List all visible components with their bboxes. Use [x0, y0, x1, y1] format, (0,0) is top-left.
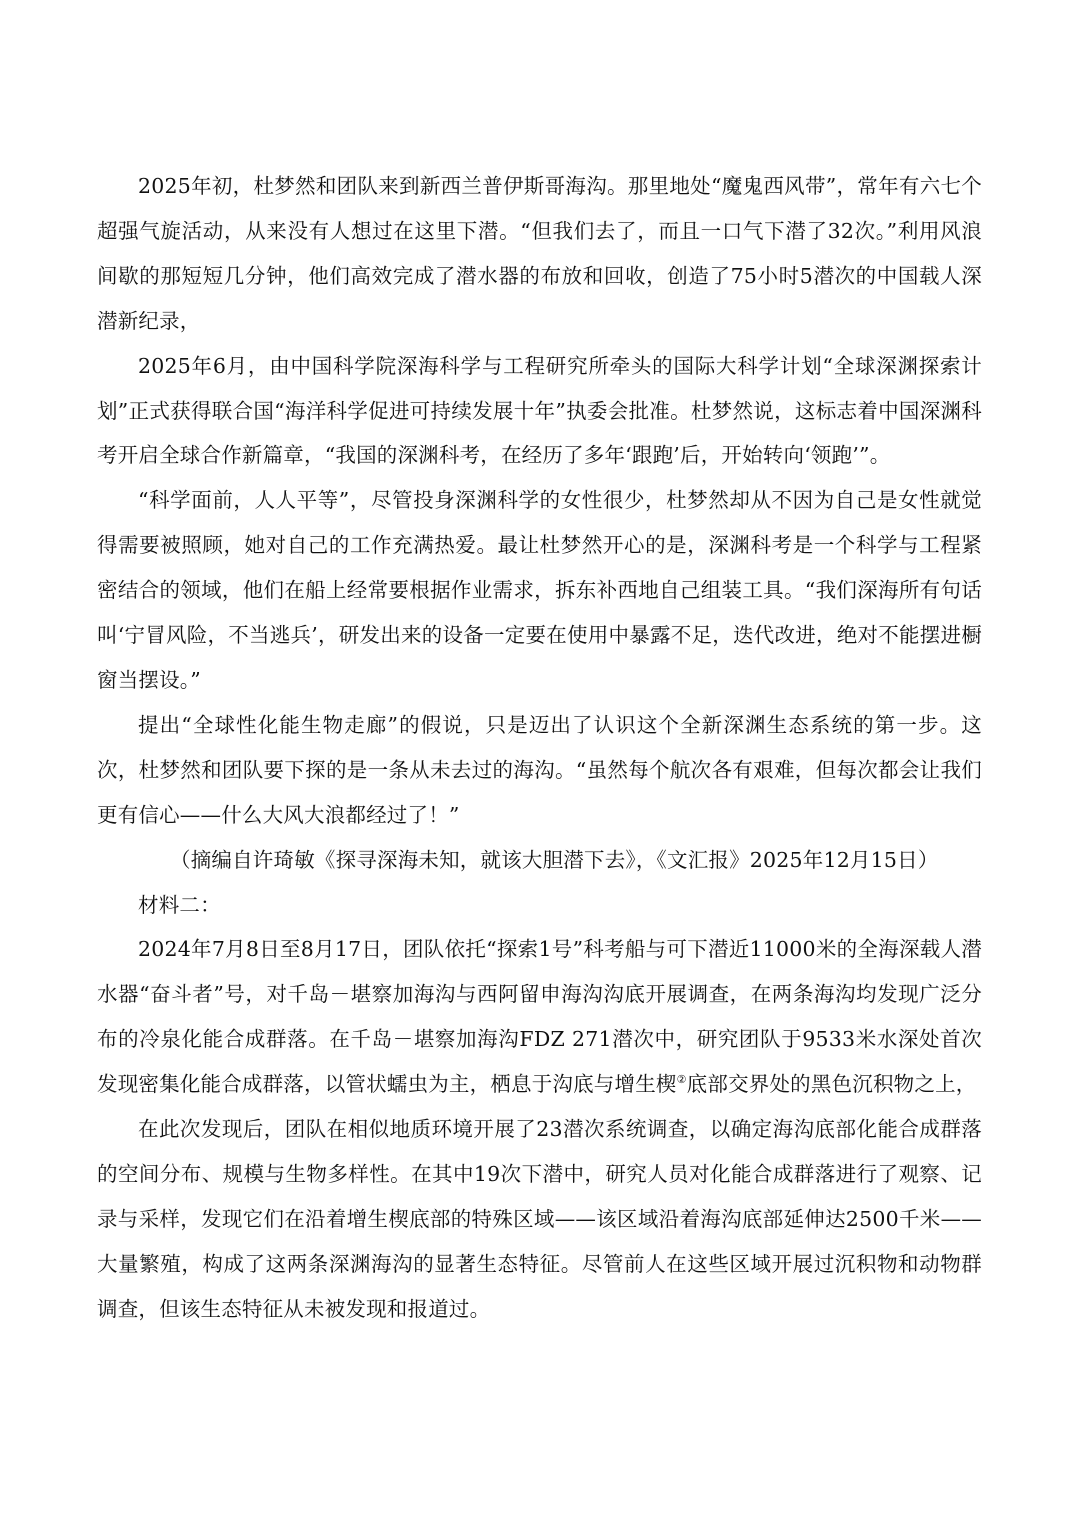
paragraph-3: “科学面前，人人平等”，尽管投身深渊科学的女性很少，杜梦然却从不因为自己是女性就觉得需要被照顾，她对自己的工作充满热爱。最让杜梦然开心的是，深渊科考是一个科学与工程紧密结合的领域，他们在船上经常要根据作业需求，拆东补西地自己组装工具。“我们深海所有句话叫‘宁冒风险，不当逃兵’，研发出来的设备一定要在使用中暴露不足，迭代改进，绝对不能摆进橱窗当摆设。”: [97, 488, 982, 692]
document-body: [97, 164, 982, 1332]
paragraph-5: [97, 927, 982, 1107]
paragraph-1: 2025年初，杜梦然和团队来到新西兰普伊斯哥海沟。那里地处“魔鬼西风带”，常年有六七个超强气旋活动，从来没有人想过在这里下潜。“但我们去了，而且一口气下潜了32次。”利用风浪间歇的那短短几分钟，他们高效完成了潜水器的布放和回收，创造了75小时5潜次的中国载人深潜新纪录，: [97, 174, 982, 333]
paragraph-2: 2025年6月，由中国科学院深海科学与工程研究所牵头的国际大科学计划“全球深渊探索计划”正式获得联合国“海洋科学促进可持续发展十年”执委会批准。杜梦然说，这标志着中国深渊科考开启全球合作新篇章，“我国的深渊科考，在经历了多年‘跟跑’后，开始转向‘领跑’”。: [97, 353, 982, 468]
footnote-marker: ②: [676, 1073, 687, 1087]
paragraph-4: 提出“全球性化能生物走廊”的假说，只是迈出了认识这个全新深渊生态系统的第一步。这次，杜梦然和团队要下探的是一条从未去过的海沟。“虽然每个航次各有艰难，但每次都会让我们更有信心——什么大风大浪都经过了！”: [97, 712, 982, 827]
paragraph-6: 在此次发现后，团队在相似地质环境开展了23潜次系统调查，以确定海沟底部化能合成群落的空间分布、规模与生物多样性。在其中19次下潜中，研究人员对化能合成群落进行了观察、记录与采样，发现它们在沿着增生楔底部的特殊区域——该区域沿着海沟底部延伸达2500千米——大量繁殖，构成了这两条深渊海沟的显著生态特征。尽管前人在这些区域开展过沉积物和动物群调查，但该生态特征从未被发现和报道过。: [97, 1117, 982, 1321]
paragraph-5-text-a: 2024年7月8日至8月17日，团队依托“探索1号”科考船与可下潜近11000米的全海深载人潜水器“奋斗者”号，对千岛－堪察加海沟与西阿留申海沟沟底开展调查，在两条海沟均发现广泛分布的冷泉化能合成群落。在千岛－堪察加海沟FDZ 271潜次中，研究团队于9533米水深处首次发现密集化能合成群落，以管状蠕虫为主，栖息于沟底与增生楔: [97, 937, 982, 1097]
source-citation: （摘编自许琦敏《探寻深海未知，就该大胆潜下去》，《文汇报》2025年12月15日）: [170, 847, 939, 872]
section-heading: 材料二：: [138, 892, 221, 917]
paragraph-5-text-b: 底部交界处的黑色沉积物之上，: [686, 1072, 977, 1097]
